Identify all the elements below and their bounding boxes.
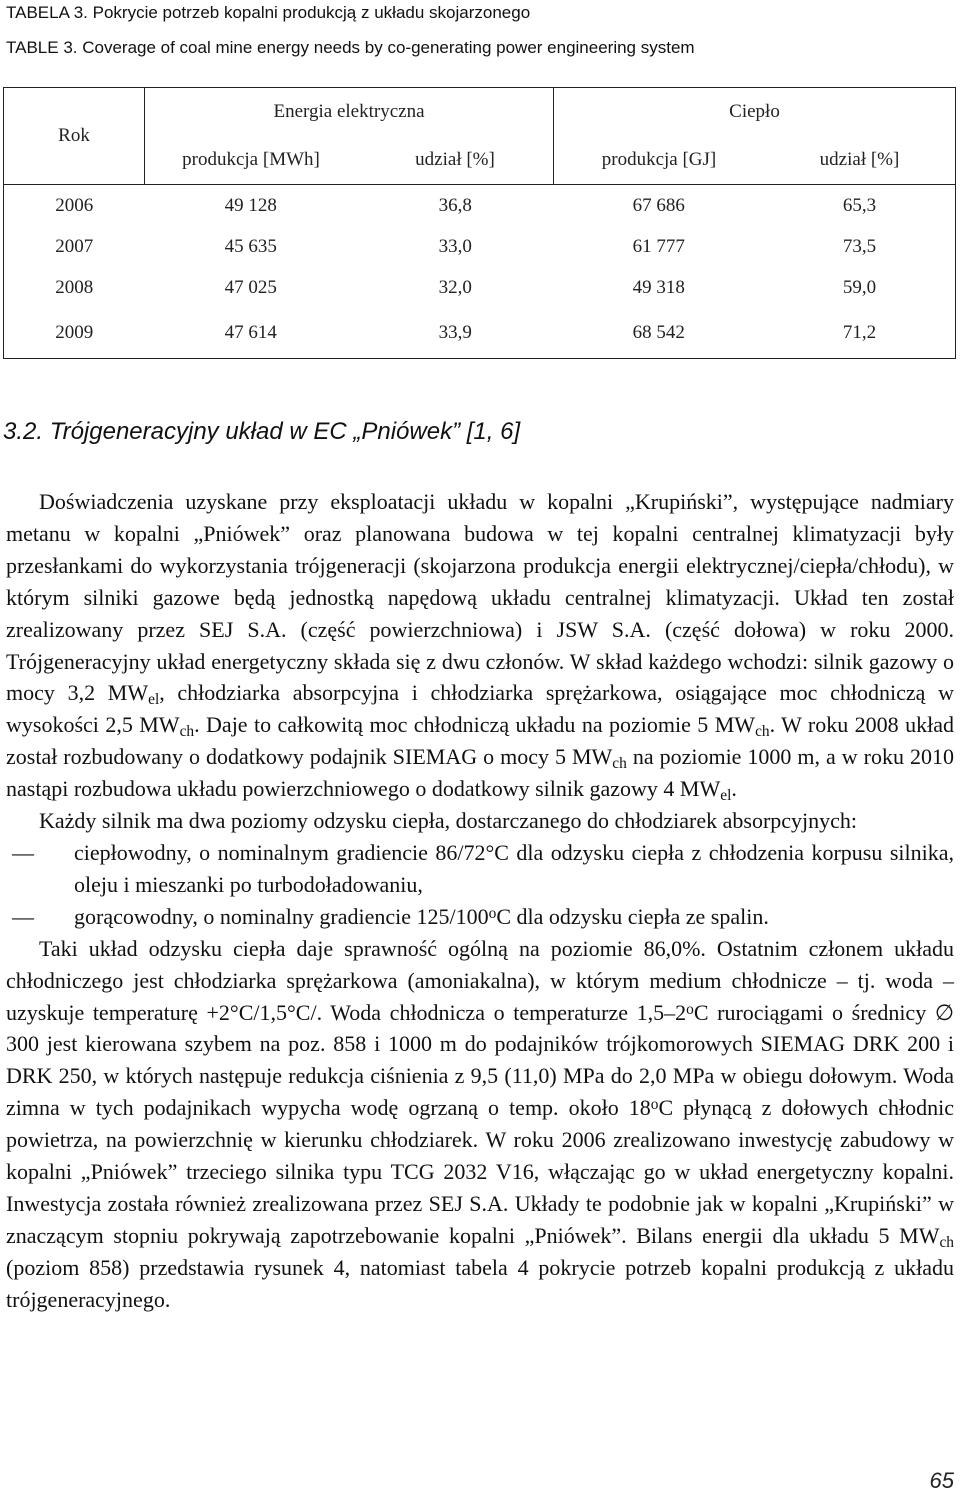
- table-subheader-row: [4, 136, 956, 185]
- cell-year: 2006: [4, 185, 145, 227]
- body-text: [6, 486, 954, 1316]
- cell-value: 45 635: [224, 235, 277, 257]
- table-caption-polish: TABELA 3. Pokrycie potrzeb kopalni produkcją z układu skojarzonego: [6, 3, 531, 22]
- header-energia-elektryczna: Energia elektryczna: [145, 88, 554, 137]
- header-cieplo: Ciepło: [554, 88, 956, 137]
- superscript: o: [650, 1096, 659, 1114]
- header-rok: Rok: [4, 88, 145, 185]
- text-run: Doświadczenia uzyskane przy eksploatacji układu w kopalni „Krupiński”, występujące nadmiary metanu w kopalni „Pniówek” oraz planowana budowa w tej kopalni centralnej klimatyzacji były przesłankami do wykorzystania trójgeneracji (skojarzona produkcja energii elektrycznej/ciepła/chłodu), w którym silniki gazowe będą jednostką napędową układu centralnej klimatyzacji. Układ ten został zrealizowany przez SEJ S.A. (część powierzchniowa) i JSW S.A. (część dołowa) w roku 2000. Trójgeneracyjny układ energetyczny składa się z dwu członów. W skład każdego wchodzi: silnik gazowy o mocy 3,2 MW: [6, 489, 954, 706]
- cell-value: 71,2: [764, 308, 956, 359]
- superscript: o: [686, 1000, 694, 1018]
- cell-year: 2007: [4, 226, 145, 267]
- table-header-row: [4, 88, 956, 137]
- table-row: [4, 267, 956, 308]
- table-row: [4, 226, 956, 267]
- text-run: C płynącą z dołowych chłodnic powietrza, na powierzchnię w kierunku chłodziarek. W roku 2006 zrealizowano inwestycję zabudowy w kopalni „Pniówek” trzeciego silnika typu TCG 2032 V16, włączając go w układ energetyczny kopalni. Inwestycja została również zrealizowana przez SEJ S.A. Układy te podobnie jak w kopalni „Krupiński” w znaczącym stopniu pokrywają zapotrzebowanie kopalni „Pniówek”. Bilans energii dla układu 5 MW: [6, 1095, 955, 1248]
- subscript: el: [148, 691, 160, 709]
- subheader-udzial-elec: udział [%]: [357, 136, 554, 185]
- cell-value: 49 128: [224, 194, 277, 216]
- cell-value: 67 686: [632, 194, 685, 216]
- dash-bullet: —: [12, 903, 34, 929]
- subscript: ch: [939, 1233, 954, 1251]
- table-row: [4, 308, 956, 359]
- paragraph-3: [6, 933, 954, 1316]
- cell-year: 2008: [4, 267, 145, 308]
- subheader-udzial-heat: udział [%]: [764, 136, 956, 185]
- text-run: . W roku 2008 układ został rozbudowany o dodatkowy podajnik SIEMAG o mocy 5 MW: [6, 712, 954, 770]
- cell-value: 73,5: [764, 226, 956, 267]
- cell-value: 61 777: [632, 235, 685, 257]
- cell-value: 33,9: [357, 308, 554, 359]
- subscript: ch: [179, 723, 195, 741]
- cell-value: 33,0: [438, 235, 472, 257]
- subscript: ch: [755, 723, 770, 741]
- cell-value: 47 614: [145, 308, 358, 359]
- list-item-text: ciepłowodny, o nominalnym gradiencie 86/72°C dla odzysku ciepła z chłodzenia korpusu silnika, oleju i mieszanki po turbodoładowaniu,: [74, 839, 954, 897]
- page-number: 65: [929, 1468, 954, 1493]
- text-run: C rurociągami o średnicy: [693, 999, 935, 1025]
- cell-value: 49 318: [632, 276, 685, 298]
- dash-bullet: —: [12, 839, 34, 865]
- text-run: , chłodziarka absorpcyjna i chłodziarka sprężarkowa, osiągające moc chłodniczą w wysokości 2,5 MW: [6, 680, 954, 738]
- text-run: 300 jest kierowana szybem na poz. 858 i 1000 m do podajników trójkomorowych SIEMAG DRK 200 i DRK 250, w których następuje redukcja ciśnienia z 9,5 (11,0) MPa do 2,0 MPa w obiegu dołowym. Woda zimna w tych podajnikach wypycha wodę ogrzaną o temp. około 18: [6, 1031, 954, 1121]
- cell-value: 59,0: [764, 267, 956, 308]
- paragraph-2: Każdy silnik ma dwa poziomy odzysku ciepła, dostarczanego do chłodziarek absorpcyjnych:: [39, 808, 858, 834]
- text-run: . Daje to całkowitą moc chłodniczą układu na poziomie 5 MW: [194, 712, 756, 738]
- cell-value: 47 025: [224, 276, 277, 298]
- list-item-text: gorącowodny, o nominalny gradiencie 125/100: [74, 903, 489, 929]
- list-item: [6, 837, 954, 901]
- table-row: [4, 185, 956, 227]
- subscript: el: [720, 787, 732, 805]
- table-caption-english: TABLE 3. Coverage of coal mine energy needs by co-generating power engineering system: [6, 38, 695, 57]
- diameter-symbol: ∅: [934, 999, 954, 1025]
- superscript: o: [488, 904, 497, 922]
- cell-year: 2009: [4, 308, 145, 359]
- cell-value: 65,3: [764, 185, 956, 227]
- text-run: Taki układ odzysku ciepła daje sprawność ogólną na poziomie 86,0%. Ostatnim członem układu chłodniczego jest chłodziarka sprężarkowa (amoniakalna), w którym medium chłodnicze – tj. woda – uzyskuje temperaturę +2°C/1,5°C/. Woda chłodnicza o temperaturze 1,5–2: [6, 935, 954, 1025]
- cell-value: 68 542: [554, 308, 765, 359]
- section-heading: 3.2. Trójgeneracyjny układ w EC „Pniówek” [1, 6]: [3, 418, 521, 445]
- text-run: (poziom 858) przedstawia rysunek 4, natomiast tabela 4 pokrycie potrzeb kopalni produkcją z układu trójgeneracyjnego.: [6, 1254, 954, 1312]
- list-item-text: C dla odzysku ciepła ze spalin.: [496, 903, 769, 929]
- cell-value: 36,8: [438, 194, 472, 216]
- text-run: .: [731, 776, 737, 802]
- paragraph-1: [6, 486, 954, 805]
- cell-value: 32,0: [438, 276, 472, 298]
- subscript: ch: [612, 755, 627, 773]
- subheader-produkcja-gj: produkcja [GJ]: [554, 136, 765, 185]
- subheader-produkcja-mwh: produkcja [MWh]: [145, 136, 358, 185]
- data-table: [3, 87, 956, 359]
- list-item: [6, 901, 954, 933]
- text-run: na poziomie 1000 m, a w roku 2010 nastąpi rozbudowa układu powierzchniowego o dodatkowy silnik gazowy 4 MW: [6, 744, 954, 802]
